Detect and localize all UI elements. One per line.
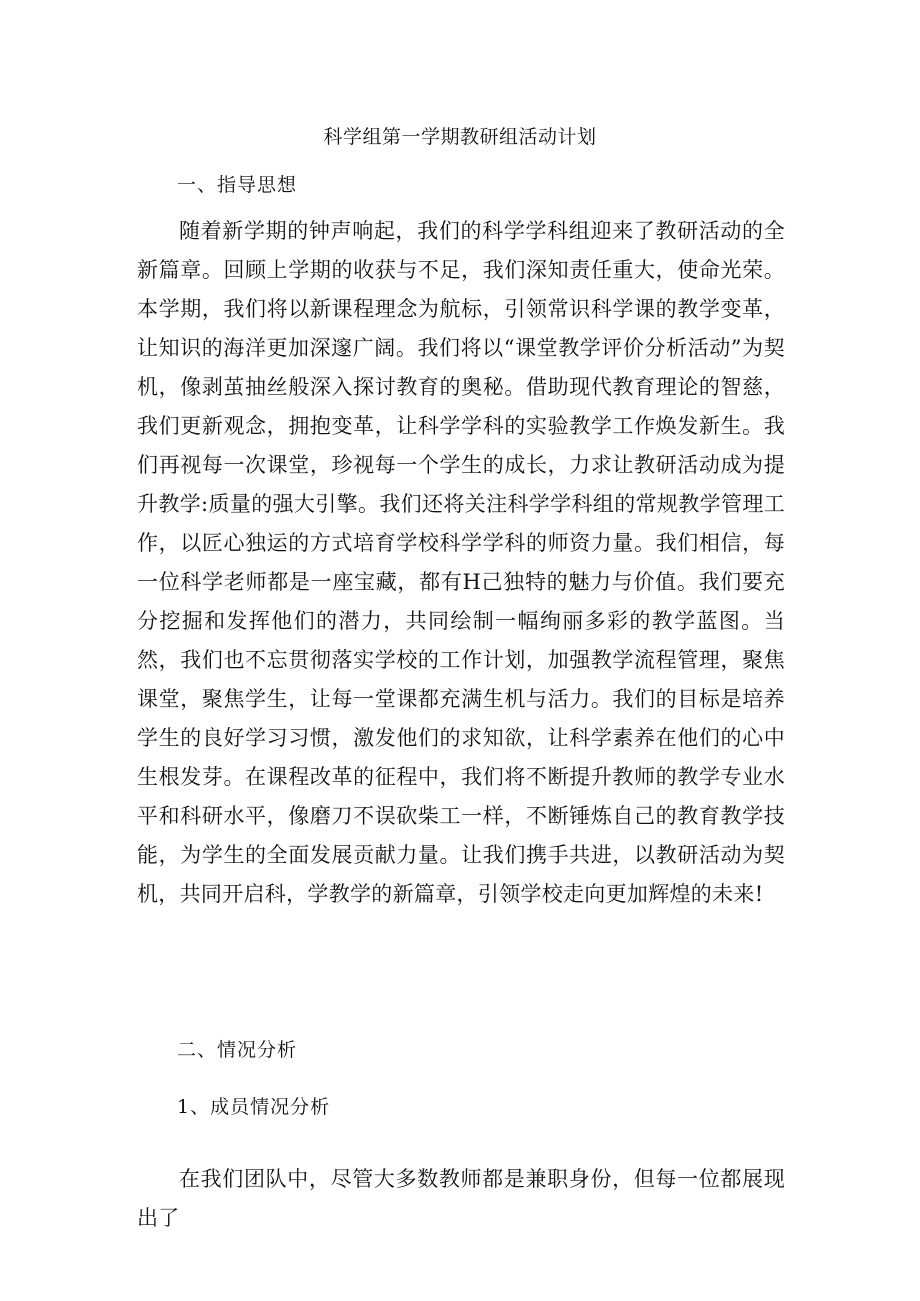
subsection-heading-member-analysis: 1、成员情况分析 xyxy=(177,1096,331,1118)
subsection-paragraph-member-analysis: 在我们团队中，尽管大多数教师都是兼职身份，但每一位都展现出了 xyxy=(137,1167,785,1230)
document-title: 科学组第一学期教研组活动计划 xyxy=(323,126,597,148)
section-heading-situation-analysis: 二、情况分析 xyxy=(177,1039,298,1061)
section-heading-guiding-ideology: 一、指导思想 xyxy=(177,174,298,196)
section-paragraph-guiding-ideology: 随着新学期的钟声响起，我们的科学学科组迎来了教研活动的全新篇章。回顾上学期的收获与不足，我们深知责任重大，使命光荣。本学期，我们将以新课程理念为航标，引领常识科学课的教学变革，让知识的海洋更加深邃广阔。我们将以“课堂教学评价分析活动”为契机，像剥茧抽丝般深入探讨教育的奥秘。借助现代教育理论的智慈，我们更新观念，拥抱变革，让科学学科的实验教学工作焕发新生。我们再视每一次课堂，珍视每一个学生的成长，力求让教研活动成为提升教学:质量的强大引擎。我们还将关注科学学科组的常规教学管理工作，以匠心独运的方式培育学校科学学科的师资力量。我们相信，每一位科学老师都是一座宝藏，都有H己独特的魅力与价值。我们要充分挖掘和发挥他们的潜力，共同绘制一幅绚丽多彩的教学蓝图。当然，我们也不忘贯彻落实学校的工作计划，加强教学流程管理，聚焦课堂，聚焦学生，让每一堂课都充满生机与活力。我们的目标是培养学生的良好学习习惯，激发他们的求知欲，让科学素养在他们的心中生根发芽。在课程改革的征程中，我们将不断提升教师的教学专业水平和科研水平，像磨刀不误砍柴工一样，不断锤炼自己的教育教学技能，为学生的全面发展贡献力量。让我们携手共进，以教研活动为契机，共同开启科，学教学的新篇章，引领学校走向更加辉煌的未来! xyxy=(137,219,785,906)
